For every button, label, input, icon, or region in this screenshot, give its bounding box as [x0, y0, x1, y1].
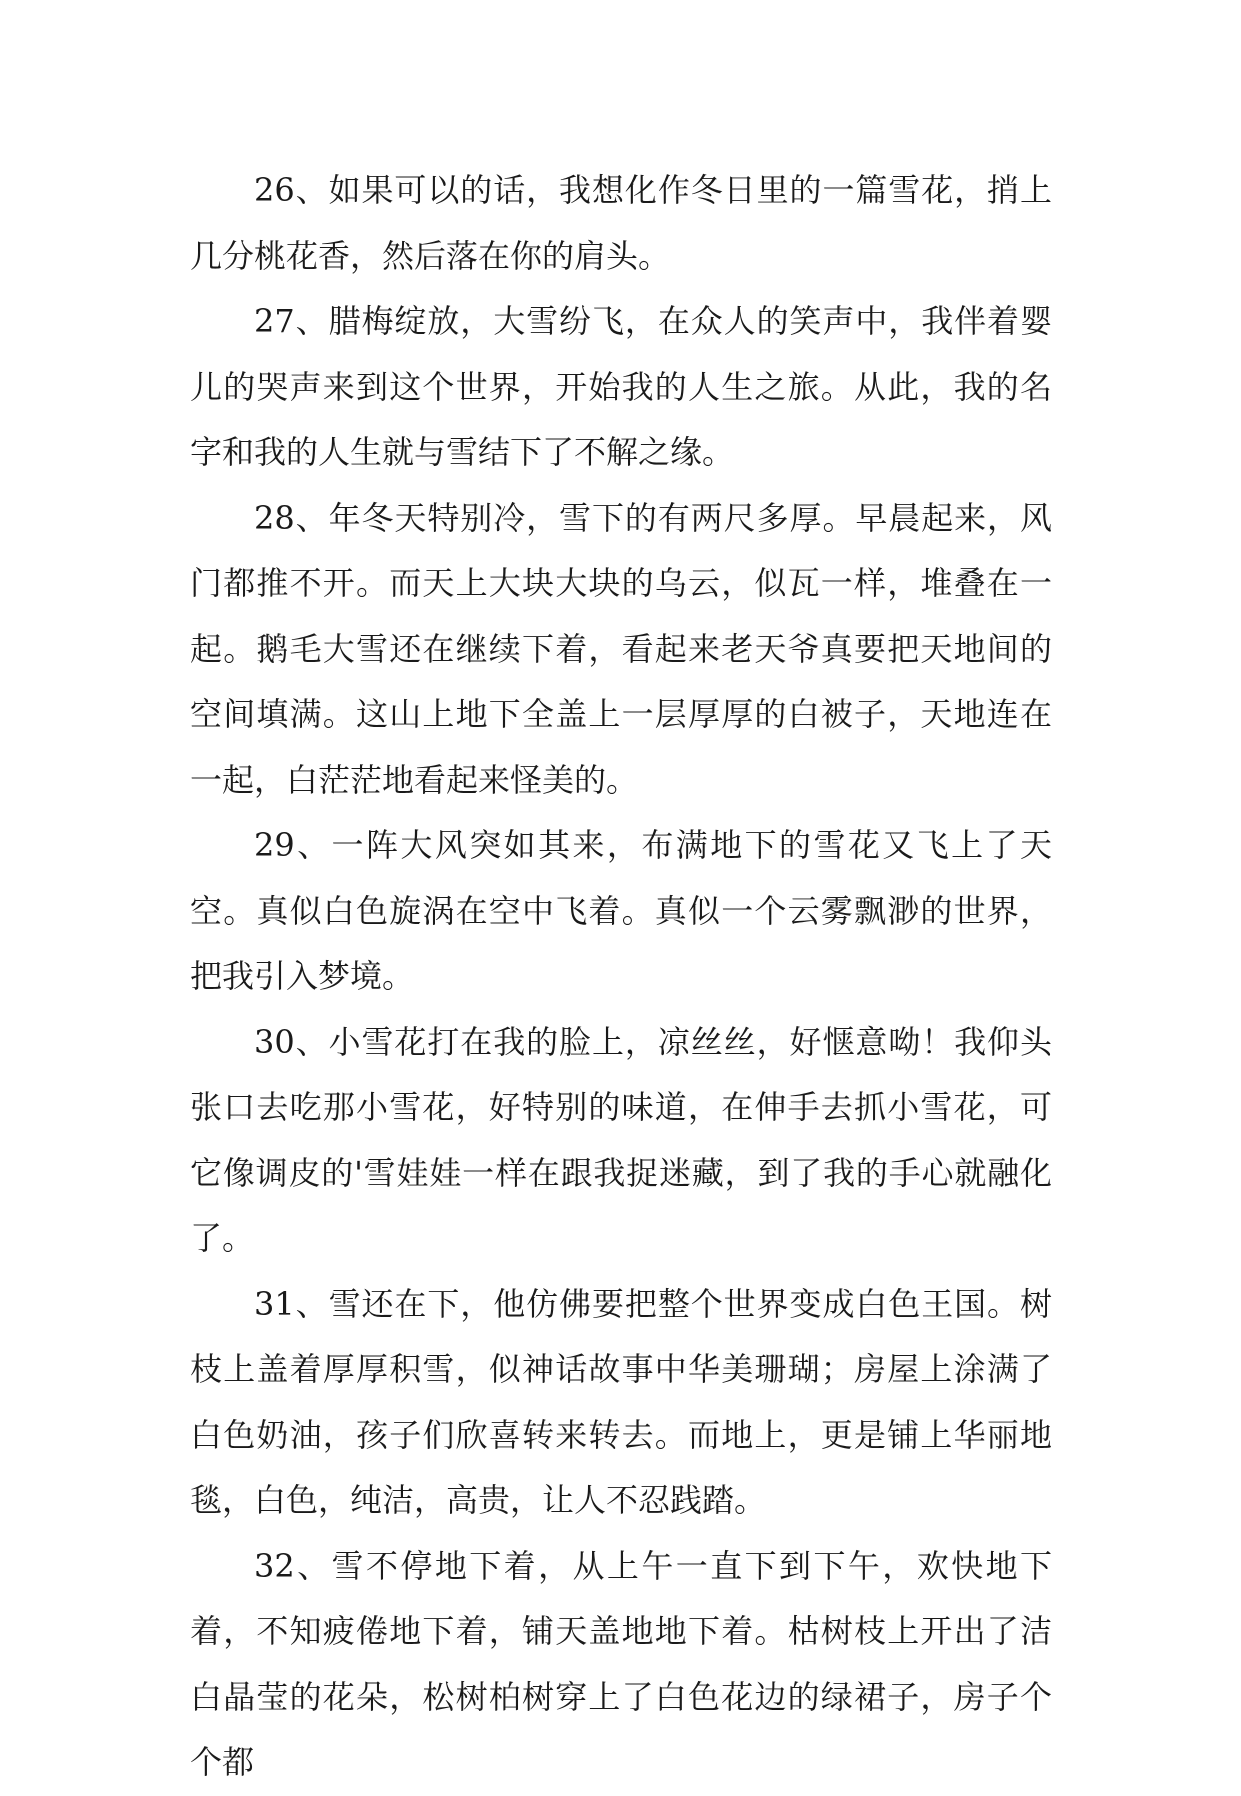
paragraph-27: 27、腊梅绽放，大雪纷飞，在众人的笑声中，我伴着婴儿的哭声来到这个世界，开始我的人生之旅。从此，我的名字和我的人生就与雪结下了不解之缘。 [190, 302, 1052, 471]
paragraph-32: 32、雪不停地下着，从上午一直下到下午，欢快地下着，不知疲倦地下着，铺天盖地地下着。枯树枝上开出了洁白晶莹的花朵，松树柏树穿上了白色花边的绿裙子，房子个个都 [190, 1546, 1052, 1781]
paragraph-31: 31、雪还在下，他仿佛要把整个世界变成白色王国。树枝上盖着厚厚积雪，似神话故事中华美珊瑚；房屋上涂满了白色奶油，孩子们欣喜转来转去。而地上，更是铺上华丽地毯，白色，纯洁，高贵，让人不忍践踏。 [190, 1284, 1052, 1519]
paragraph-28: 28、年冬天特别冷，雪下的有两尺多厚。早晨起来，风门都推不开。而天上大块大块的乌云，似瓦一样，堆叠在一起。鹅毛大雪还在继续下着，看起来老天爷真要把天地间的空间填满。这山上地下全盖上一层厚厚的白被子，天地连在一起，白茫茫地看起来怪美的。 [190, 498, 1052, 799]
paragraph-29: 29、一阵大风突如其来，布满地下的雪花又飞上了天空。真似白色旋涡在空中飞着。真似一个云雾飘渺的世界，把我引入梦境。 [190, 826, 1052, 995]
paragraph-30: 30、小雪花打在我的脸上，凉丝丝，好惬意呦！我仰头张口去吃那小雪花，好特别的味道，在伸手去抓小雪花，可它像调皮的'雪娃娃一样在跟我捉迷藏，到了我的手心就融化了。 [190, 1022, 1052, 1257]
document-page [190, 158, 1052, 1796]
paragraph-26: 26、如果可以的话，我想化作冬日里的一篇雪花，捎上几分桃花香，然后落在你的肩头。 [190, 171, 1052, 275]
